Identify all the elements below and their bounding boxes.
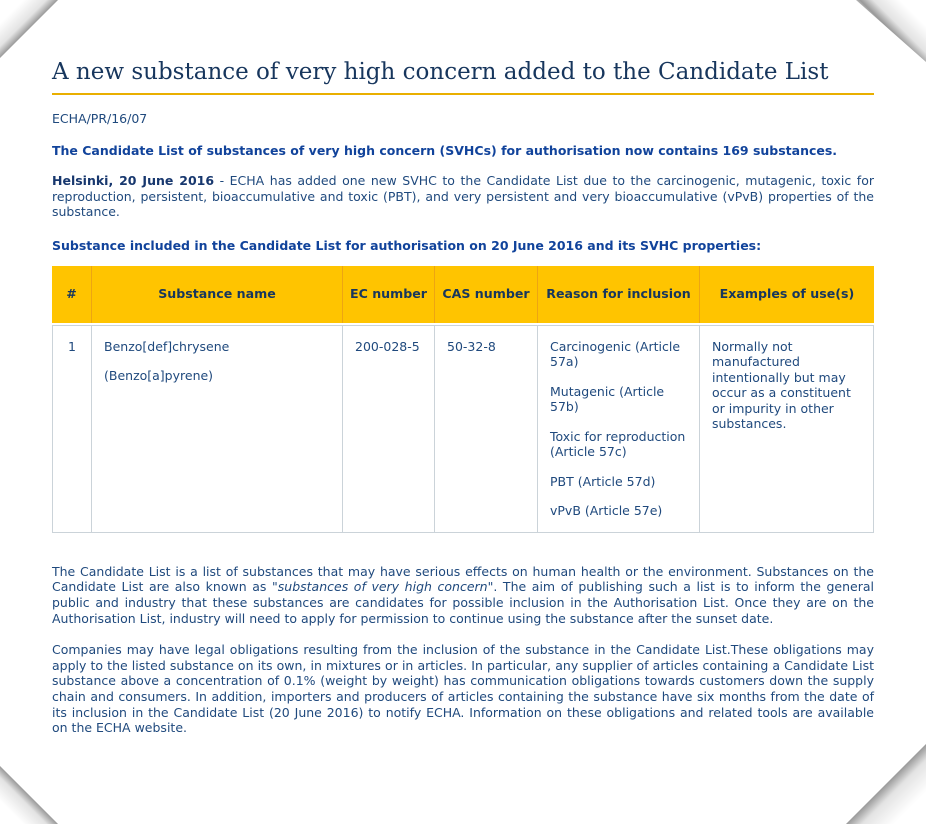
table-header-row bbox=[52, 266, 874, 323]
column-header-number-sign: # bbox=[52, 266, 92, 323]
column-header-substance-name: Substance name bbox=[92, 266, 343, 323]
reason-item: vPvB (Article 57e) bbox=[550, 503, 663, 519]
table-caption: Substance included in the Candidate List for authorisation on 20 June 2016 and its SVHC properties: bbox=[52, 237, 762, 253]
dateline: Helsinki, 20 June 2016 bbox=[52, 173, 215, 188]
column-header-reason-for-inclusion: Reason for inclusion bbox=[538, 266, 700, 323]
cell-substance-name bbox=[92, 326, 343, 532]
cell-reason-for-inclusion bbox=[538, 326, 700, 532]
page-fold-bottom-left bbox=[0, 766, 58, 824]
reason-item: Carcinogenic (Article 57a) bbox=[550, 338, 681, 370]
intro-paragraph bbox=[52, 173, 874, 220]
table-row bbox=[52, 325, 874, 533]
page-fold-bottom-right bbox=[846, 744, 926, 824]
obligations-paragraph: Companies may have legal obligations resulting from the inclusion of the substance in the Candidate List.These obligations may apply to the listed substance on its own, in mixtures or in articles. In particular, any supplier of articles containing a Candidate List substance above a concentration of 0.1% (weight by weight) has communication obligations towards customers down the supply chain and consumers. In addition, importers and producers of articles containing the substance have six months from the date of its inclusion in the Candidate List (20 June 2016) to notify ECHA. Information on these obligations and related tools are available on the ECHA website. bbox=[52, 642, 874, 736]
press-release-page bbox=[52, 0, 874, 736]
column-header-examples-of-use: Examples of use(s) bbox=[700, 266, 874, 323]
italic-phrase: substances of very high concern bbox=[277, 579, 488, 595]
examples-text: Normally not manufactured intentionally but may occur as a constituent or impurity in other substances. bbox=[712, 338, 851, 432]
cell-cas-number: 50-32-8 bbox=[435, 326, 538, 532]
intro-text: - ECHA has added one new SVHC to the Candidate List due to the carcinogenic, mutagenic, toxic for reproduction, persistent, bioaccumulative and toxic (PBT), and very persistent and very bioaccumulative (vPvB) properties of the substance. bbox=[52, 173, 874, 220]
press-release-reference: ECHA/PR/16/07 bbox=[52, 111, 148, 126]
column-header-cas-number: CAS number bbox=[435, 266, 538, 323]
column-header-ec-number: EC number bbox=[343, 266, 435, 323]
substance-name-line: Benzo[def]chrysene bbox=[104, 338, 230, 354]
page-fold-top-left bbox=[0, 0, 58, 58]
reason-item: Mutagenic (Article 57b) bbox=[550, 383, 665, 415]
reason-item: PBT (Article 57d) bbox=[550, 473, 656, 489]
cell-examples-of-use bbox=[700, 326, 874, 532]
svhc-table bbox=[52, 266, 874, 533]
reason-item: Toxic for reproduction (Article 57c) bbox=[550, 428, 686, 460]
paragraph-text: The Candidate List is a list of substances that may have serious effects on human health or the environment. Substances on the Candidate List are also known as " bbox=[52, 563, 874, 595]
cell-ec-number: 200-028-5 bbox=[343, 326, 435, 532]
candidate-list-paragraph bbox=[52, 564, 874, 626]
substance-synonym-line: (Benzo[a]pyrene) bbox=[104, 368, 214, 384]
cell-row-number: 1 bbox=[52, 326, 92, 532]
paragraph-text: ". The aim of publishing such a list is to inform the general public and industry that these substances are candidates for possible inclusion in the Authorisation List. Once they are on the Authorisation List, industry will need to apply for permission to continue using the substance after the sunset date. bbox=[52, 579, 875, 626]
page-title: A new substance of very high concern added to the Candidate List bbox=[52, 58, 874, 95]
lead-statement: The Candidate List of substances of very high concern (SVHCs) for authorisation now contains 169 substances. bbox=[52, 143, 838, 158]
